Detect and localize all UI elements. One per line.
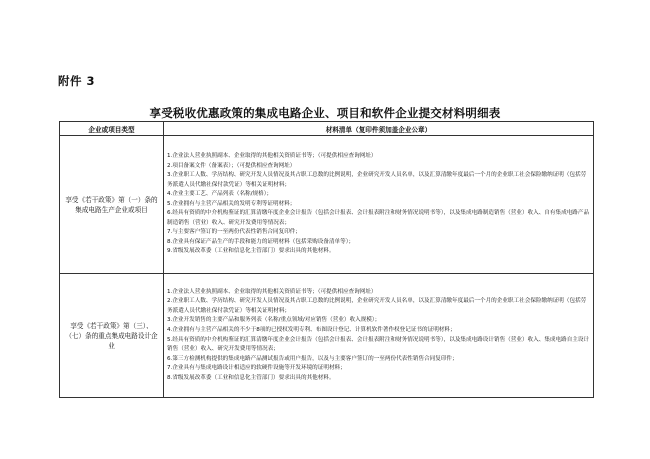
table-row	[60, 274, 594, 398]
list-item: 2.项目备案文件（备案表）；（可提供相应查询网址）	[167, 162, 296, 169]
enterprise-type-cell: 享受《若干政策》第（三）、（七）条的重点集成电路设计企业	[60, 274, 164, 398]
materials-table	[59, 121, 594, 398]
list-item: 1.企业法人营业执照副本、企业取得的其他相关资质证书等；（可提供相应查询网址）	[167, 288, 377, 295]
materials-cell	[164, 136, 594, 274]
list-item: 9.省级发展改革委（工业和信息化主管部门）要求出具的其他材料。	[167, 248, 335, 255]
list-item: 8.企业具有保证产品生产的手段和能力的证明材料（包括采购设备清单等）；	[167, 238, 355, 245]
column-header-materials: 材料清单（复印件须加盖企业公章）	[164, 122, 594, 136]
list-item: 6.经具有资质的中介机构鉴证的汇算清缴年度企业会计报告（包括会计报表、会计报表附注和财务情况说明书等），以及集成电路制造销售（营业）收入、自有集成电路产品制造销售（营业）收入、研究开发费用等情况表；	[167, 210, 590, 226]
list-item: 3.企业开发销售的主要产品和服务列表（名称/重点领域/对应销售（营业）收入规模）；	[167, 317, 381, 324]
list-item: 1.企业法人营业执照副本、企业取得的其他相关资质证书等；（可提供相应查询网址）	[167, 152, 377, 159]
list-item: 5.经具有资质的中介机构鉴证的汇算清缴年度企业会计报告（包括会计报表、会计报表附注和财务情况说明书等），以及集成电路设计销售（营业）收入、集成电路自主设计销售（营业）收入、研究开发费用等情况表；	[167, 336, 590, 353]
list-item: 3.企业职工人数、学历结构、研究开发人员情况及其占职工总数的比例说明，企业研究开发人员名单，以及汇算清缴年度最后一个月的企业职工社会保险缴纳证明（包括劳务派遣人员代缴社保付款凭证）等相关证明材料；	[167, 172, 587, 188]
list-item: 5.企业拥有与主营产品相关的发明专利等证明材料；	[167, 200, 296, 207]
enterprise-type-cell: 享受《若干政策》第（一）条的集成电路生产企业或项目	[60, 136, 164, 274]
list-item: 8.省级发展改革委（工业和信息化主管部门）要求出具的其他材料。	[167, 374, 335, 381]
column-header-type: 企业或项目类型	[60, 122, 164, 136]
list-item: 2.企业职工人数、学历结构、研究开发人员情况及其占职工总数的比例说明，企业研究开发人员名单，以及汇算清缴年度最后一个月的企业职工社会保险缴纳证明（包括劳务派遣人员代缴社保付款凭证）等相关证明材料；	[167, 298, 587, 314]
list-item: 7.与主要客户签订的一至两份代表性销售合同复印件；	[167, 229, 301, 236]
document-title: 享受税收优惠政策的集成电路企业、项目和软件企业提交材料明细表	[149, 106, 501, 120]
list-item: 6.第三方检测机构提供的集成电路产品测试报告或用户报告，以及与主要客户签订的一至两份代表性销售合同复印件；	[167, 355, 458, 362]
attachment-label: 附件 3	[58, 74, 96, 88]
materials-cell	[164, 274, 594, 398]
list-item: 7.企业具有与集成电路设计相适应的软硬件设施等开发环境的证明材料；	[167, 365, 346, 372]
list-item: 4.企业主要工艺、产品列表（名称/规格）；	[167, 191, 273, 198]
table-row	[60, 136, 594, 274]
table-header-row	[60, 122, 594, 136]
list-item: 4.企业拥有与主营产品相关的不少于8项的已授权发明专利、布图设计登记、计算机软件著作权登记证书的证明材料；	[167, 326, 456, 333]
